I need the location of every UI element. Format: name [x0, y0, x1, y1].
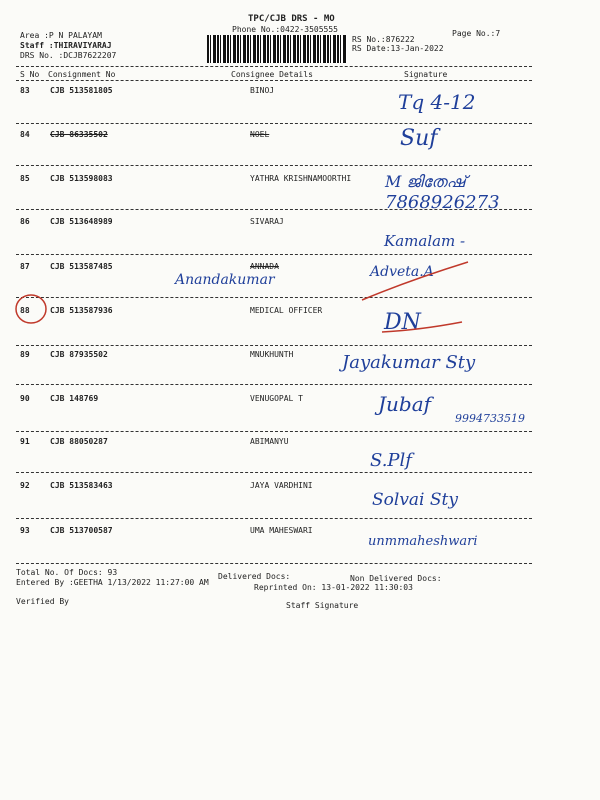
row-sno: 90 [20, 394, 30, 403]
row-signature-phone: 9994733519 [455, 412, 525, 425]
row-signature: M ജിതേഷ് [385, 172, 466, 191]
row-sno: 84 [20, 130, 30, 139]
column-header-consignee: Consignee Details [231, 70, 313, 79]
row-signature: Tq 4-12 [398, 90, 476, 114]
row-signature: Jubaf [378, 392, 432, 416]
row-consignee: JAYA VARDHINI [250, 481, 313, 490]
column-header-sno: S No [20, 70, 40, 79]
reprinted-on: Reprinted On: 13-01-2022 11:30:03 [254, 583, 413, 592]
row-consignee: BINOJ [250, 86, 275, 95]
staff-signature: Staff Signature [286, 601, 359, 610]
row-consignee: MEDICAL OFFICER [250, 306, 323, 315]
row-sno: 88 [20, 306, 30, 315]
row-signature-phone: 7868926273 [385, 192, 500, 213]
row-consignee: ABIMANYU [250, 437, 289, 446]
row-consignment: CJB 87935502 [50, 350, 108, 359]
row-consignee: SIVARAJ [250, 217, 284, 226]
area-label: Area :P N PALAYAM [20, 31, 102, 40]
row-signature: S.Plf [370, 450, 412, 471]
row-consignment: CJB 513598083 [50, 174, 113, 183]
total-docs: Total No. Of Docs: 93 [16, 568, 118, 577]
row-consignment: CJB 86335502 [50, 130, 108, 139]
document-title: TPC/CJB DRS - MO [248, 14, 335, 24]
drs-number: DRS No. :DCJB7622207 [20, 51, 117, 60]
row-consignment: CJB 513700587 [50, 526, 113, 535]
extra-handwriting: Anandakumar [175, 272, 275, 288]
verified-by: Verified By [16, 597, 69, 606]
row-consignment: CJB 513583463 [50, 481, 113, 490]
row-signature: Jayakumar Sty [342, 352, 476, 373]
row-consignee: UMA MAHESWARI [250, 526, 313, 535]
row-sno: 89 [20, 350, 30, 359]
non-delivered-docs: Non Delivered Docs: [350, 574, 442, 583]
row-consignee: ANNADA [250, 262, 279, 271]
entered-by: Entered By :GEETHA 1/13/2022 11:27:00 AM [16, 578, 209, 587]
column-header-signature: Signature [404, 70, 448, 79]
page-number: Page No.:7 [452, 29, 501, 38]
row-signature: Adveta.A [370, 264, 434, 280]
row-consignment: CJB 513581805 [50, 86, 113, 95]
red-circle-mark [16, 295, 46, 323]
row-consignment: CJB 513587485 [50, 262, 113, 271]
row-signature: Suf [400, 126, 438, 151]
row-signature: Solvai Sty [372, 490, 458, 510]
row-sno: 86 [20, 217, 30, 226]
row-consignment: CJB 513587936 [50, 306, 113, 315]
row-consignee: VENUGOPAL T [250, 394, 303, 403]
rs-date: RS Date:13-Jan-2022 [352, 44, 444, 53]
row-consignee: NOEL [250, 130, 270, 139]
row-sno: 83 [20, 86, 30, 95]
rs-number: RS No.:876222 [352, 35, 415, 44]
delivered-docs: Delivered Docs: [218, 572, 291, 581]
row-signature: DN [384, 310, 421, 335]
row-sno: 85 [20, 174, 30, 183]
column-header-consignment: Consignment No [48, 70, 116, 79]
row-consignee: MNUKHUNTH [250, 350, 294, 359]
red-slash-mark [362, 262, 468, 300]
row-sno: 91 [20, 437, 30, 446]
row-signature: Kamalam - [384, 232, 466, 250]
row-signature: unmmaheshwari [368, 534, 478, 549]
row-consignment: CJB 148769 [50, 394, 99, 403]
staff-label: Staff :THIRAVIYARAJ [20, 41, 112, 50]
row-sno: 93 [20, 526, 30, 535]
row-consignee: YATHRA KRISHNAMOORTHI [250, 174, 352, 183]
row-sno: 92 [20, 481, 30, 490]
row-consignment: CJB 513648989 [50, 217, 113, 226]
red-underline-mark [382, 322, 462, 332]
phone-number: Phone No.:0422-3505555 [232, 25, 338, 34]
row-consignment: CJB 88050287 [50, 437, 108, 446]
row-sno: 87 [20, 262, 30, 271]
